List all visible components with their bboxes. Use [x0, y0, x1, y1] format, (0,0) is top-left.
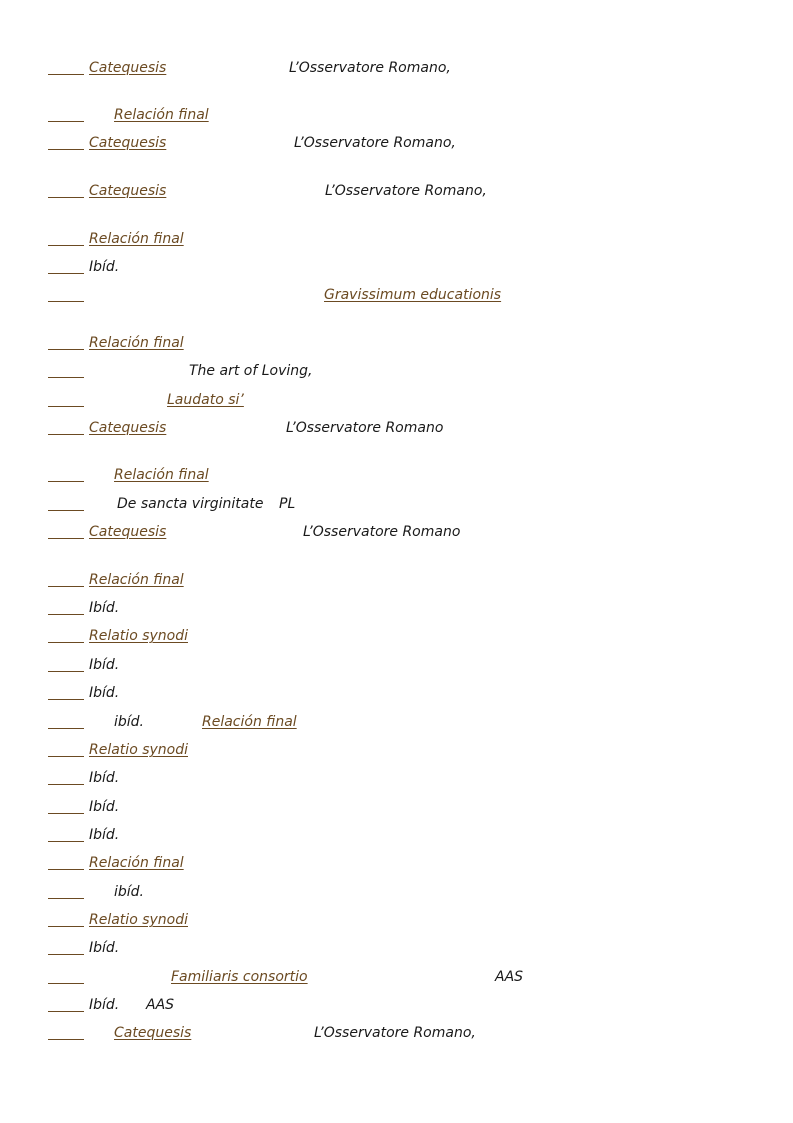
- footnote-marker[interactable]: [48, 105, 84, 122]
- footnote-link[interactable]: Relatio synodi: [89, 628, 188, 644]
- footnote: [48, 853, 748, 873]
- footnote: [48, 655, 748, 675]
- footnote: [48, 285, 748, 305]
- footnote-link[interactable]: Relación final: [89, 231, 184, 247]
- footnote: [48, 995, 748, 1015]
- footnote-text: Ibíd.: [89, 799, 120, 815]
- footnote-text: L’Osservatore Romano,: [314, 1025, 476, 1041]
- footnote-text: Ibíd.: [89, 997, 120, 1013]
- footnote-link[interactable]: Relación final: [89, 855, 184, 871]
- footnote-marker[interactable]: [48, 655, 84, 672]
- footnote-text: De sancta virginitate: [117, 496, 264, 512]
- footnote-text: Ibíd.: [89, 657, 120, 673]
- footnote: [48, 882, 748, 902]
- footnote-link[interactable]: Laudato si’: [167, 392, 244, 408]
- footnote-text: The art of Loving,: [189, 363, 313, 379]
- footnote-link[interactable]: Relación final: [114, 107, 209, 123]
- footnote: [48, 133, 748, 153]
- footnote-link[interactable]: Catequesis: [114, 1025, 192, 1041]
- footnote-marker[interactable]: [48, 967, 84, 984]
- footnote-text: ibíd.: [114, 714, 145, 730]
- footnote: [48, 1023, 748, 1043]
- footnote-marker[interactable]: [48, 570, 84, 587]
- footnote-text: L’Osservatore Romano: [303, 524, 461, 540]
- footnote-marker[interactable]: [48, 494, 84, 511]
- footnote: [48, 768, 748, 788]
- footnote-marker[interactable]: [48, 229, 84, 246]
- footnote: [48, 570, 748, 590]
- footnote: [48, 58, 748, 78]
- footnote-marker[interactable]: [48, 361, 84, 378]
- footnote-link[interactable]: Catequesis: [89, 420, 167, 436]
- footnote-link[interactable]: Familiaris consortio: [171, 969, 308, 985]
- footnote-marker[interactable]: [48, 257, 84, 274]
- footnote-marker[interactable]: [48, 133, 84, 150]
- footnote: [48, 683, 748, 703]
- footnote: [48, 105, 748, 125]
- footnote: [48, 257, 748, 277]
- footnote-marker[interactable]: [48, 598, 84, 615]
- footnote-text: PL: [279, 496, 296, 512]
- footnote-marker[interactable]: [48, 181, 84, 198]
- footnote: [48, 522, 748, 542]
- footnote-marker[interactable]: [48, 995, 84, 1012]
- footnote: [48, 598, 748, 618]
- footnote-marker[interactable]: [48, 465, 84, 482]
- footnote: [48, 229, 748, 249]
- footnote-link[interactable]: Relación final: [202, 714, 297, 730]
- footnote: [48, 418, 748, 438]
- footnote-text: Ibíd.: [89, 259, 120, 275]
- footnote-marker[interactable]: [48, 418, 84, 435]
- footnote-marker[interactable]: [48, 853, 84, 870]
- footnote: [48, 494, 748, 514]
- footnote-text: L’Osservatore Romano: [286, 420, 444, 436]
- footnote-text: L’Osservatore Romano,: [289, 60, 451, 76]
- footnote: [48, 465, 748, 485]
- footnote: [48, 390, 748, 410]
- footnote-marker[interactable]: [48, 285, 84, 302]
- footnote-text: AAS: [146, 997, 175, 1013]
- footnote-text: Ibíd.: [89, 827, 120, 843]
- footnote-marker[interactable]: [48, 768, 84, 785]
- footnote-marker[interactable]: [48, 333, 84, 350]
- footnote-marker[interactable]: [48, 938, 84, 955]
- footnote-marker[interactable]: [48, 882, 84, 899]
- footnote-link[interactable]: Relación final: [89, 335, 184, 351]
- footnote: [48, 626, 748, 646]
- footnote: [48, 910, 748, 930]
- footnote: [48, 938, 748, 958]
- footnote-link[interactable]: Relación final: [114, 467, 209, 483]
- footnote-text: L’Osservatore Romano,: [294, 135, 456, 151]
- footnote: [48, 361, 748, 381]
- footnote-text: Ibíd.: [89, 770, 120, 786]
- footnote-marker[interactable]: [48, 58, 84, 75]
- footnote-link[interactable]: Catequesis: [89, 183, 167, 199]
- footnote-text: Ibíd.: [89, 940, 120, 956]
- footnote-link[interactable]: Catequesis: [89, 135, 167, 151]
- footnote-link[interactable]: Relatio synodi: [89, 912, 188, 928]
- footnote: [48, 797, 748, 817]
- footnote: [48, 333, 748, 353]
- footnote-marker[interactable]: [48, 740, 84, 757]
- footnote-link[interactable]: Catequesis: [89, 60, 167, 76]
- footnote-marker[interactable]: [48, 522, 84, 539]
- footnote-marker[interactable]: [48, 626, 84, 643]
- footnote-text: Ibíd.: [89, 685, 120, 701]
- footnote-marker[interactable]: [48, 712, 84, 729]
- footnote-text: L’Osservatore Romano,: [325, 183, 487, 199]
- footnote-marker[interactable]: [48, 683, 84, 700]
- footnote-link[interactable]: Relación final: [89, 572, 184, 588]
- footnote-marker[interactable]: [48, 797, 84, 814]
- footnote: [48, 712, 748, 732]
- footnote-link[interactable]: Relatio synodi: [89, 742, 188, 758]
- footnote-marker[interactable]: [48, 390, 84, 407]
- footnote-text: ibíd.: [114, 884, 145, 900]
- footnote-marker[interactable]: [48, 1023, 84, 1040]
- footnote: [48, 740, 748, 760]
- footnote-text: AAS: [495, 969, 524, 985]
- footnote-marker[interactable]: [48, 910, 84, 927]
- footnote-marker[interactable]: [48, 825, 84, 842]
- footnote-link[interactable]: Gravissimum educationis: [324, 287, 502, 303]
- footnote-text: Ibíd.: [89, 600, 120, 616]
- footnote: [48, 825, 748, 845]
- footnote: [48, 181, 748, 201]
- footnote: [48, 967, 748, 987]
- footnote-link[interactable]: Catequesis: [89, 524, 167, 540]
